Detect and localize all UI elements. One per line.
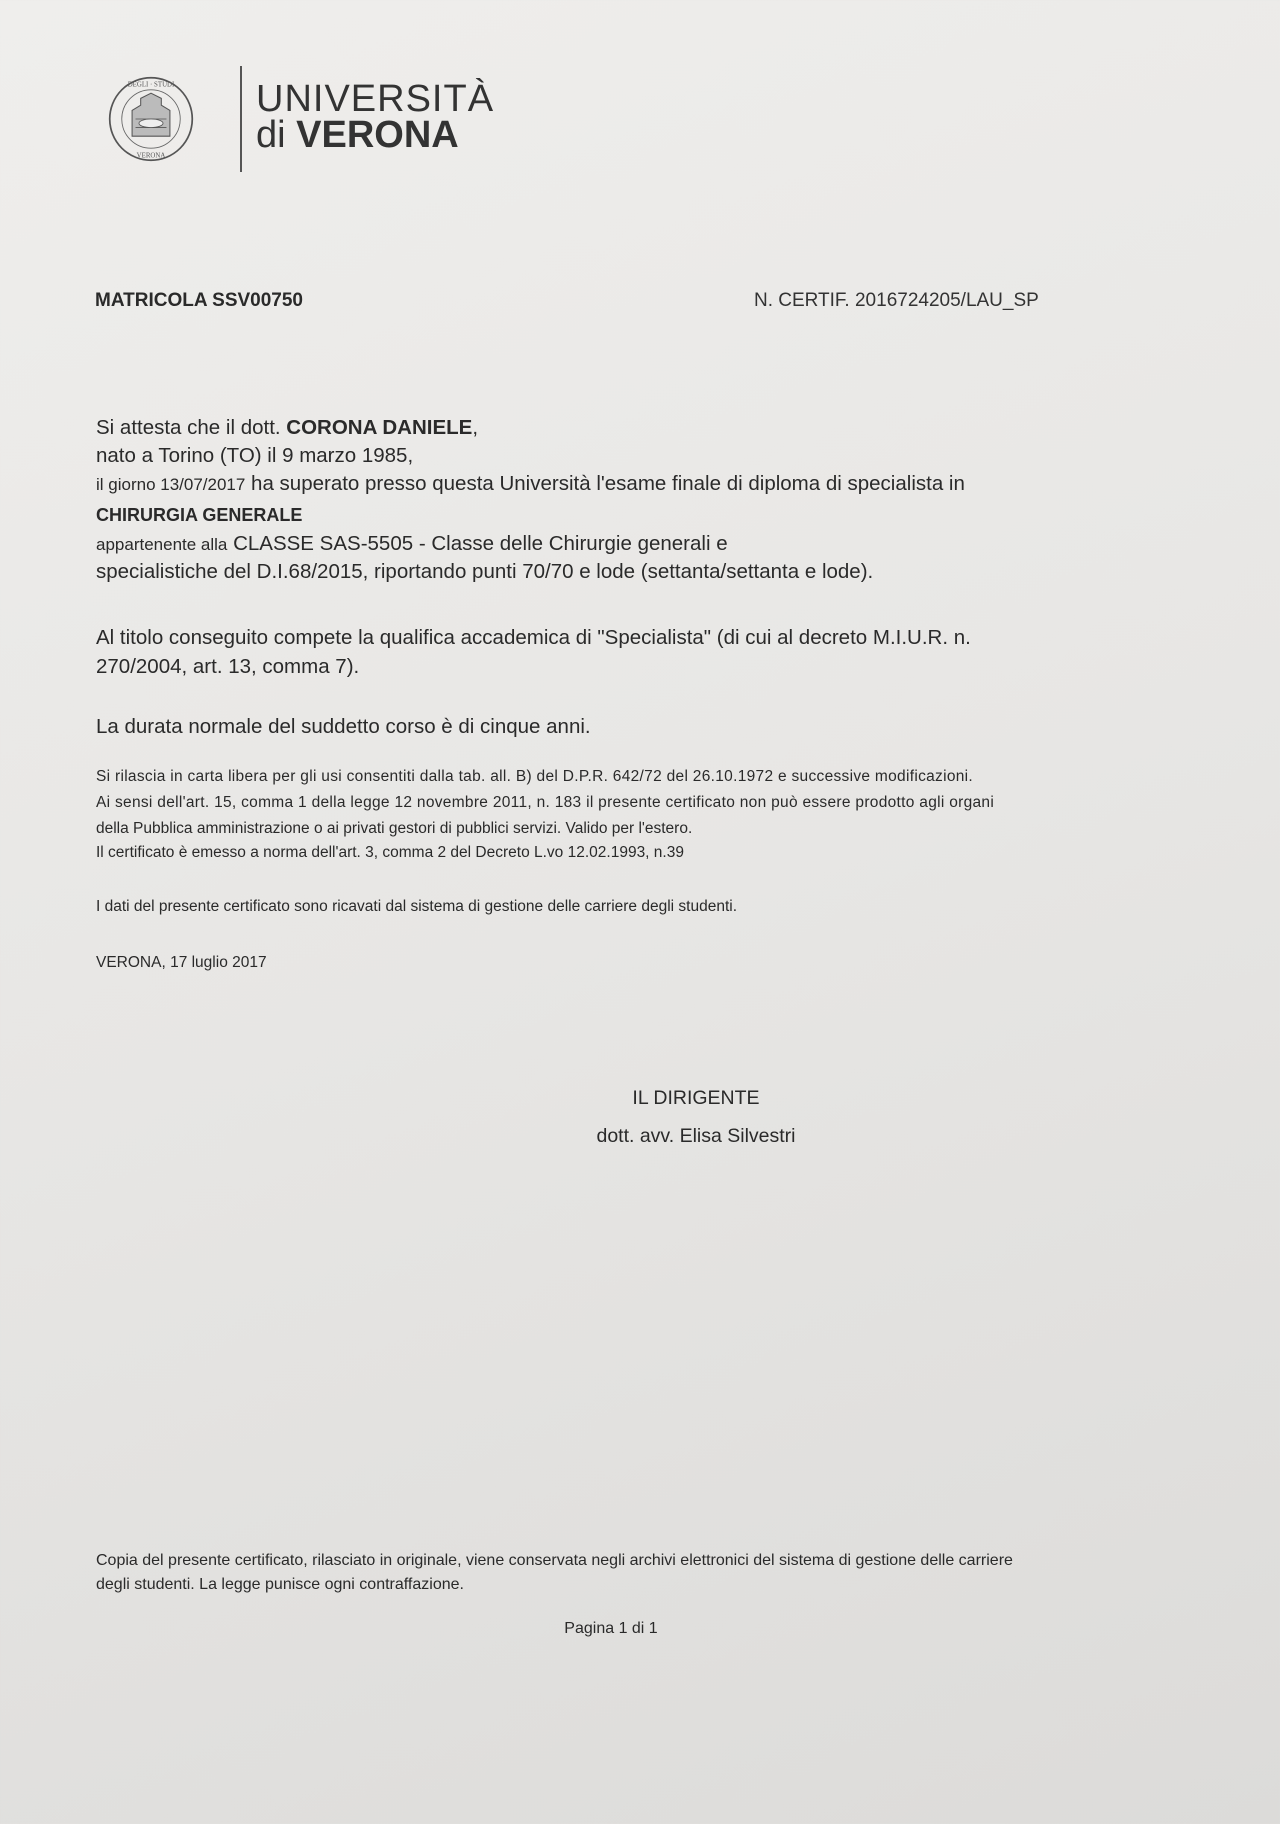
duration: La durata normale del suddetto corso è di cinque anni. <box>96 715 591 738</box>
matricola: MATRICOLA SSV00750 <box>95 290 303 311</box>
signatory-name: dott. avv. Elisa Silvestri <box>596 1125 796 1147</box>
exam-date: il giorno 13/07/2017 <box>96 475 246 494</box>
text: , <box>472 416 479 439</box>
note-2: Ai sensi dell'art. 15, comma 1 della legge 12 novembre 2011, n. 183 il presente certificato non può essere prodotto agli organi <box>96 794 995 811</box>
logo-universita: UNIVERSITÀ <box>256 78 495 120</box>
graduate-name: CORONA DANIELE <box>286 416 473 439</box>
text: appartenente alla <box>96 535 228 554</box>
body-line-3 <box>96 472 965 496</box>
note-5: I dati del presente certificato sono ricavati dal sistema di gestione delle carriere degli studenti. <box>96 898 738 915</box>
svg-text:VERONA: VERONA <box>136 152 166 160</box>
note-4: Il certificato è emesso a norma dell'art. 3, comma 2 del Decreto L.vo 12.02.1993, n.39 <box>96 844 684 861</box>
logo-verona: VERONA <box>296 114 459 156</box>
note-3: della Pubblica amministrazione o ai privati gestori di pubblici servizi. Valido per l'estero. <box>96 820 693 837</box>
logo-divider <box>240 66 242 172</box>
note-1: Si rilascia in carta libera per gli usi consentiti dalla tab. all. B) del D.P.R. 642/72 del 26.10.1972 e successive modificazioni. <box>96 768 974 785</box>
page-number: Pagina 1 di 1 <box>564 1620 658 1637</box>
body-line-2: nato a Torino (TO) il 9 marzo 1985, <box>96 444 414 467</box>
logo-di: di <box>256 114 286 156</box>
text: Si attesta che il dott. <box>96 416 287 439</box>
svg-text:DEGLI · STUDI: DEGLI · STUDI <box>127 81 175 89</box>
place-date: VERONA, 17 luglio 2017 <box>96 954 267 971</box>
footer-line-1: Copia del presente certificato, rilasciato in originale, viene conservata negli archivi elettronici del sistema di gestione delle carriere <box>96 1552 1013 1569</box>
footer-line-2: degli studenti. La legge punisce ogni contraffazione. <box>96 1576 464 1593</box>
text: ha superato presso questa Università l'esame finale di diploma di specialista in <box>245 472 965 495</box>
signatory-title: IL DIRIGENTE <box>632 1087 760 1109</box>
body-line-6: specialistiche del D.I.68/2015, riportando punti 70/70 e lode (settanta/settanta e lode). <box>96 560 874 583</box>
certificate-number: N. CERTIF. 2016724205/LAU_SP <box>754 290 1039 311</box>
body-line-5 <box>96 532 728 556</box>
university-seal-logo <box>108 76 194 162</box>
body-line-1 <box>96 416 478 440</box>
text: CLASSE SAS-5505 - Classe delle Chirurgie generali e <box>227 532 728 555</box>
qualification-line-1: Al titolo conseguito compete la qualifica accademica di "Specialista" (di cui al decreto M.I.U.R. n. <box>96 626 971 649</box>
qualification-line-2: 270/2004, art. 13, comma 7). <box>96 655 360 678</box>
specialization: CHIRURGIA GENERALE <box>96 505 303 525</box>
logo-di-verona <box>256 114 459 157</box>
